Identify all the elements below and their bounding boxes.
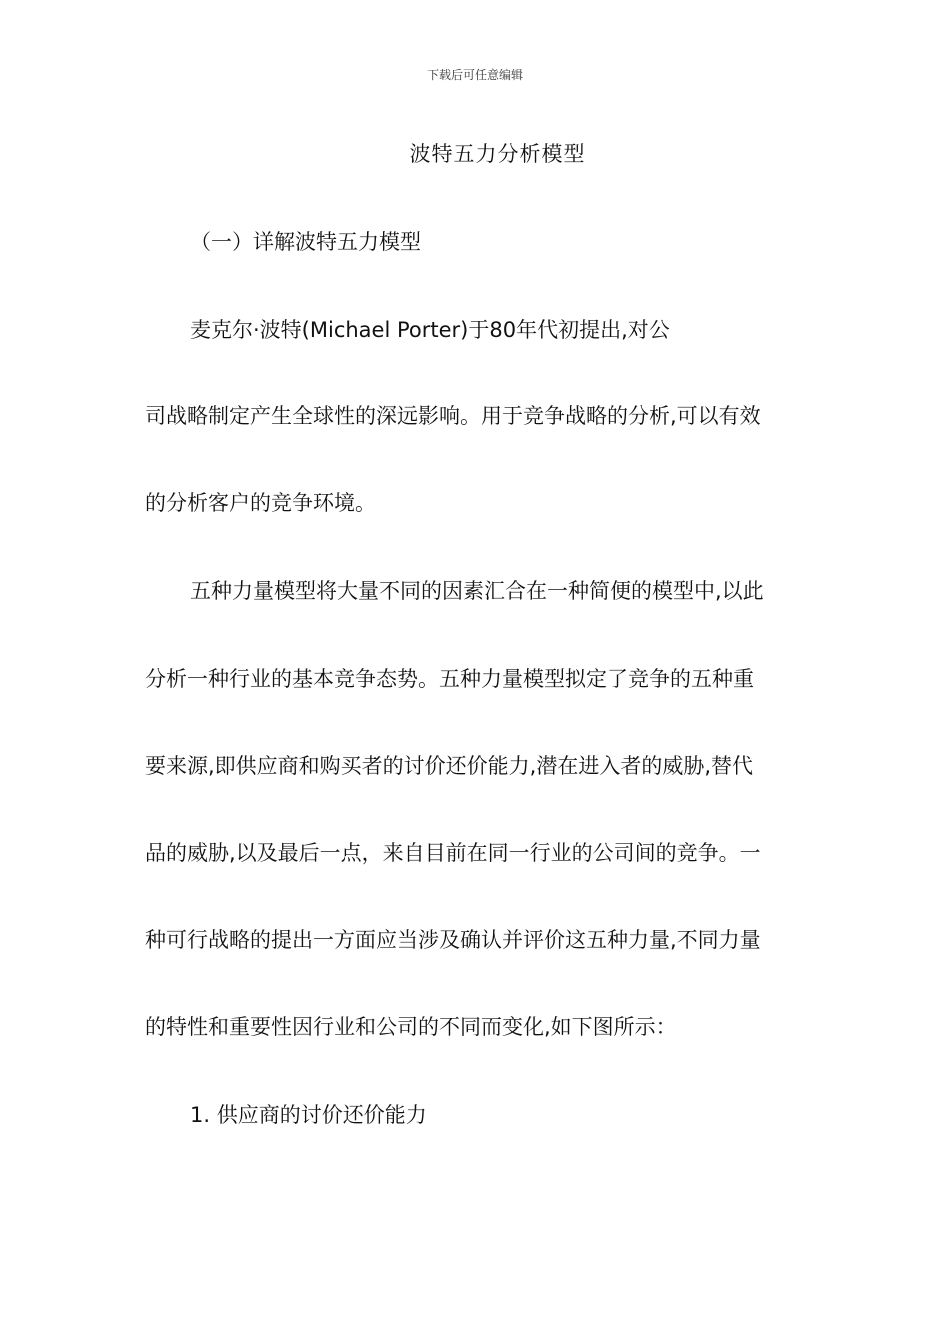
paragraph-2-line-4: 品的威胁,以及最后一点，来自目前在同一行业的公司间的竞争。一 (145, 841, 761, 865)
paragraph-2-line-3: 要来源,即供应商和购买者的讨价还价能力,潜在进入者的威胁,替代 (145, 754, 754, 778)
list-item-supplier-power: 1. 供应商的讨价还价能力 (190, 1103, 427, 1127)
paragraph-2-line-2: 分析一种行业的基本竞争态势。五种力量模型拟定了竞争的五种重 (145, 667, 754, 691)
page-header-note: 下载后可任意编辑 (426, 68, 523, 82)
paragraph-1-line-1: 麦克尔·波特(Michael Porter)于80年代初提出,对公 (190, 318, 670, 342)
paragraph-2-line-5: 种可行战略的提出一方面应当涉及确认并评价这五种力量,不同力量 (145, 928, 761, 952)
document-title: 波特五力分析模型 (409, 142, 586, 166)
paragraph-1-line-2: 司战略制定产生全球性的深远影响。用于竞争战略的分析,可以有效 (145, 404, 761, 428)
paragraph-2-line-6: 的特性和重要性因行业和公司的不同而变化,如下图所示： (145, 1015, 677, 1039)
section-heading: （一）详解波特五力模型 (190, 230, 421, 254)
paragraph-1-line-3: 的分析客户的竞争环境。 (145, 491, 376, 515)
paragraph-2-line-1: 五种力量模型将大量不同的因素汇合在一种简便的模型中,以此 (190, 579, 764, 603)
